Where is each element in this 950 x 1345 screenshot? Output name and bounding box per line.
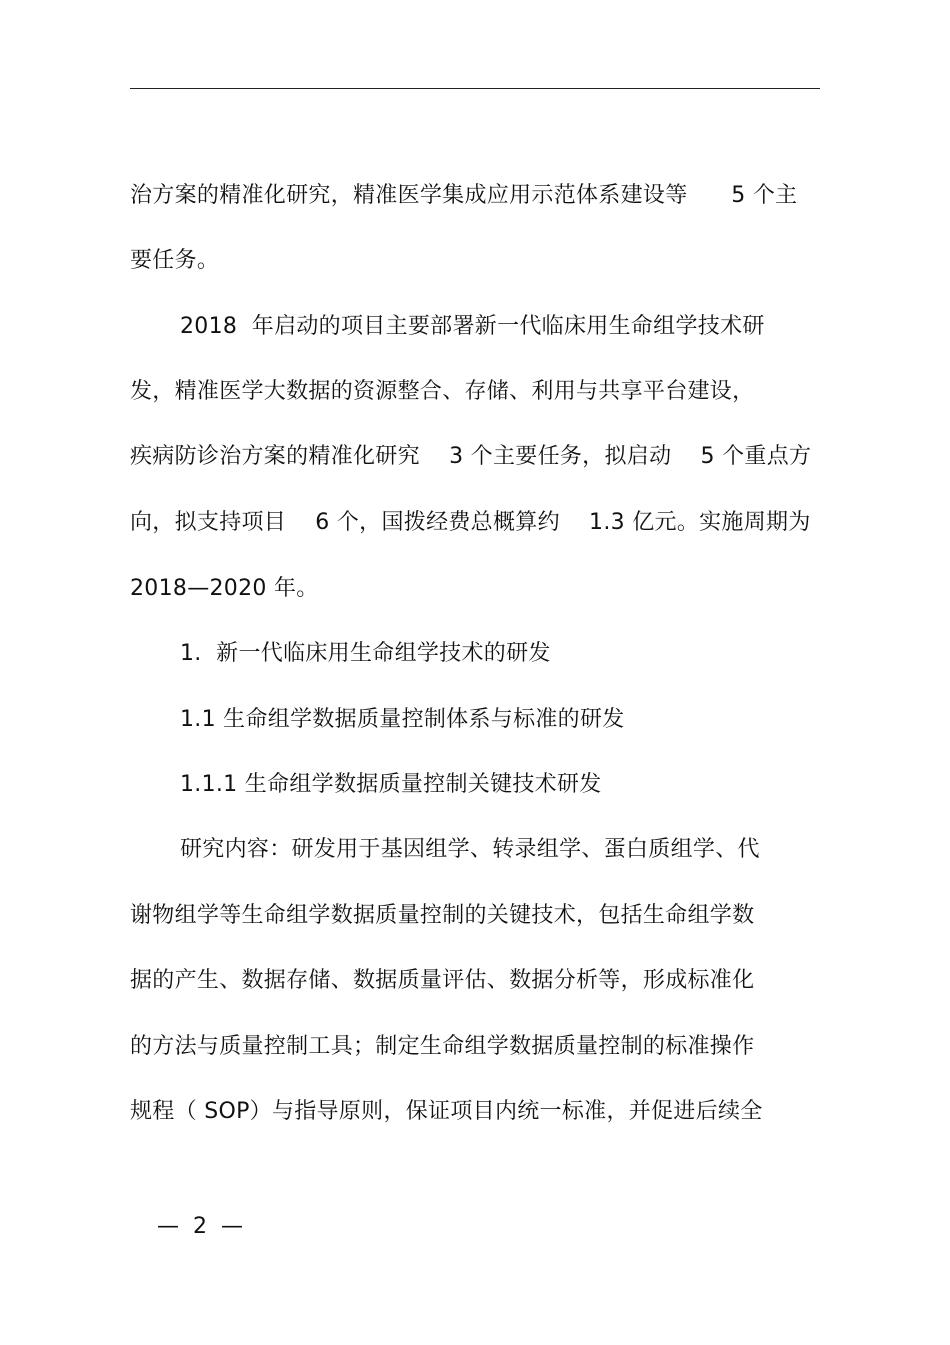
text-line: 规程（ SOP）与指导原则，保证项目内统一标准，并促进后续全 — [130, 1099, 763, 1124]
text-line: 谢物组学等生命组学数据质量控制的关键技术，包括生命组学数 — [130, 903, 755, 928]
text-line: 向，拟支持项目 6 个，国拨经费总概算约 1.3 亿元。实施周期为 — [130, 510, 811, 535]
text-line: 2018—2020 年。 — [130, 576, 319, 601]
text-line: 发，精准医学大数据的资源整合、存储、利用与共享平台建设， — [130, 379, 755, 404]
text-line: 研究内容：研发用于基因组学、转录组学、蛋白质组学、代 — [180, 837, 760, 862]
section-heading: 1. 新一代临床用生命组学技术的研发 — [180, 641, 551, 666]
page-number: — 2 — — [157, 1214, 243, 1239]
text-line: 要任务。 — [130, 248, 220, 273]
header-rule — [130, 88, 820, 89]
text-line: 的方法与质量控制工具；制定生命组学数据质量控制的标准操作 — [130, 1034, 755, 1059]
text-line: 疾病防诊治方案的精准化研究 3 个主要任务，拟启动 5 个重点方 — [130, 444, 812, 469]
subsubsection-heading: 1.1.1 生命组学数据质量控制关键技术研发 — [180, 772, 602, 797]
text-line: 据的产生、数据存储、数据质量评估、数据分析等，形成标准化 — [130, 968, 755, 993]
text-line: 2018 年启动的项目主要部署新一代临床用生命组学技术研 — [180, 314, 765, 339]
text-line: 治方案的精准化研究，精准医学集成应用示范体系建设等 5 个主 — [130, 183, 798, 208]
subsection-heading: 1.1 生命组学数据质量控制体系与标准的研发 — [180, 707, 625, 732]
